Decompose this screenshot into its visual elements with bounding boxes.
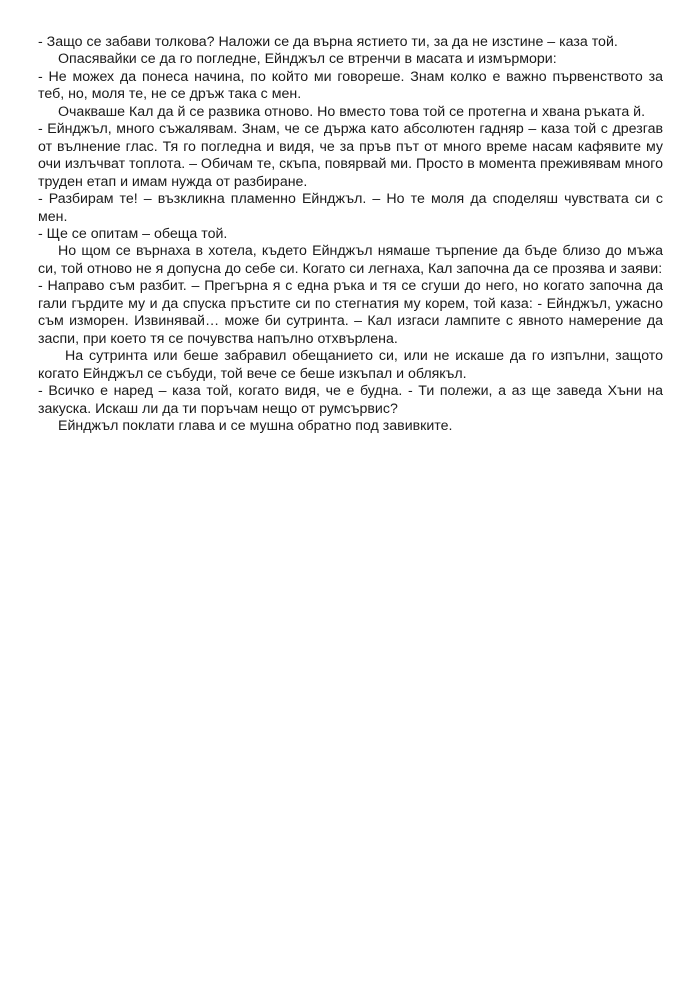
- paragraph: Ейнджъл поклати глава и се мушна обратно под завивките.: [58, 417, 453, 434]
- paragraph: Опасявайки се да го погледне, Ейнджъл се втренчи в масата и измърмори:: [58, 51, 557, 68]
- paragraph: - Всичко е наред – каза той, когато видя, че е будна. - Ти полежи, а аз ще заведа Хъни на закуска. Искаш ли да ти поръчам нещо от румсървис?: [38, 383, 663, 417]
- paragraph: Очакваше Кал да й се развика отново. Но вместо това той се протегна и хвана ръката й.: [58, 103, 646, 120]
- paragraph: - Разбирам те! – възкликна пламенно Ейнджъл. – Но те моля да споделяш чувствата си с мен.: [38, 191, 663, 225]
- paragraph: - Ейнджъл, много съжалявам. Знам, че се държа като абсолютен гадняр – каза той с дрезгав от вълнение глас. Тя го погледна и видя, че за пръв път от много време насам кафявите му очи излъчват топлота. – Обичам те, скъпа, повярвай ми. Просто в момента преживявам много труден етап и имам нужда от разбиране.: [38, 121, 663, 190]
- paragraph: На сутринта или беше забравил обещанието си, или не искаше да го изпълни, защото когато Ейнджъл се събуди, той вече се беше изкъпал и облякъл.: [38, 348, 663, 382]
- paragraph: - Направо съм разбит. – Прегърна я с една ръка и тя се сгуши до него, но когато започна да гали гърдите му и да спуска пръстите си по стегнатия му корем, той каза: - Ейнджъл, ужасно съм изморен. Извинявай… може би сутринта. – Кал изгаси лампите с явното намерение да заспи, при което тя се почувства напълно отхвърлена.: [38, 278, 663, 347]
- body-text: [38, 34, 663, 435]
- paragraph: - Ще се опитам – обеща той.: [38, 225, 228, 242]
- paragraph: - Защо се забави толкова? Наложи се да върна ястието ти, за да не изстине – каза той.: [38, 34, 618, 50]
- paragraph: - Не можех да понеса начина, по който ми говореше. Знам колко е важно първенството за теб, но, моля те, не се дръж така с мен.: [38, 68, 663, 103]
- paragraph: Но щом се върнаха в хотела, където Ейнджъл нямаше търпение да бъде близо до мъжа си, той отново не я допусна до себе си. Когато си легнаха, Кал започна да се прозява и заяви:: [38, 243, 663, 277]
